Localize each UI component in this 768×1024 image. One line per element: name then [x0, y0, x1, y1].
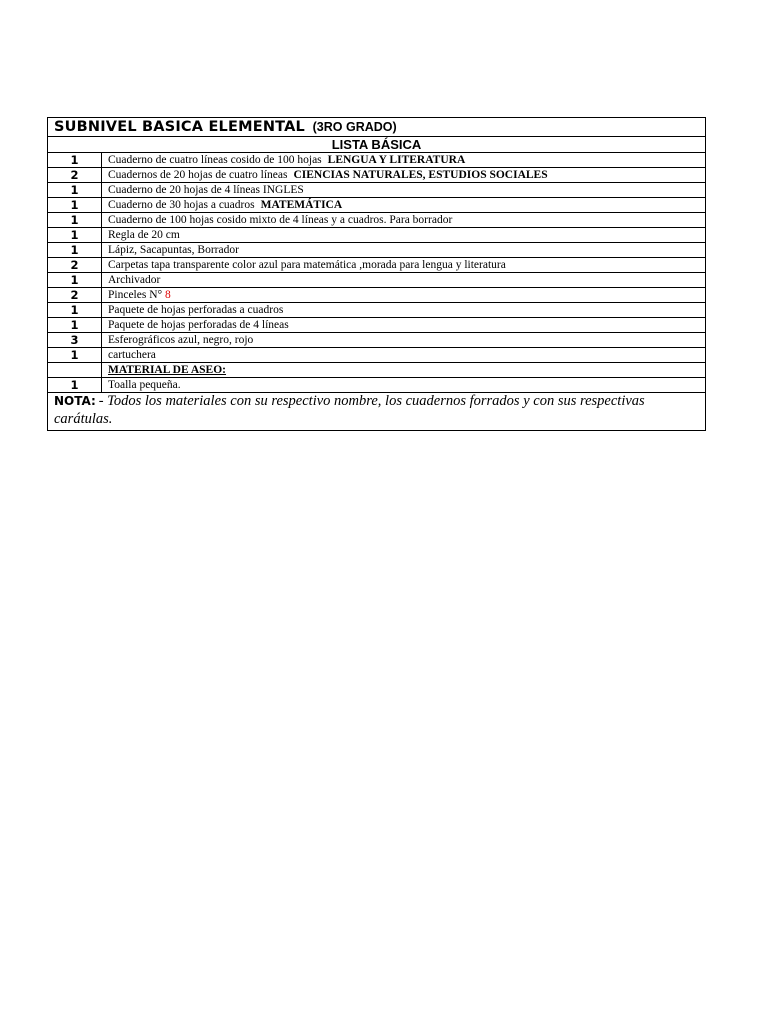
- item-quantity: 1: [48, 228, 102, 243]
- title-row: [48, 118, 706, 137]
- table-row: [48, 303, 706, 318]
- item-description-cell: [102, 198, 706, 213]
- item-quantity: 1: [48, 318, 102, 333]
- item-quantity: 2: [48, 258, 102, 273]
- item-quantity: 1: [48, 183, 102, 198]
- item-description-cell: [102, 183, 706, 198]
- table-row: [48, 213, 706, 228]
- note-row: [48, 393, 706, 431]
- item-quantity: 1: [48, 348, 102, 363]
- item-description-cell: [102, 213, 706, 228]
- item-quantity: 1: [48, 378, 102, 393]
- item-subject: CIENCIAS NATURALES, ESTUDIOS SOCIALES: [293, 168, 548, 181]
- table-row: [48, 333, 706, 348]
- table-row: [48, 243, 706, 258]
- item-description-cell: [102, 258, 706, 273]
- note-text: - Todos los materiales con su respectivo nombre, los cuadernos forrados y con sus respectivas carátulas.: [54, 393, 645, 427]
- subtitle-row: [48, 137, 706, 153]
- item-description-cell: [102, 318, 706, 333]
- item-description-cell: [102, 228, 706, 243]
- item-description: Lápiz, Sacapuntas, Borrador: [108, 243, 239, 256]
- item-quantity: 1: [48, 243, 102, 258]
- item-description: Regla de 20 cm: [108, 228, 180, 241]
- item-description: Cuadernos de 20 hojas de cuatro líneas: [108, 168, 288, 181]
- brush-number: 8: [164, 288, 171, 301]
- item-quantity: 1: [48, 213, 102, 228]
- item-quantity: 3: [48, 333, 102, 348]
- section-heading: MATERIAL DE ASEO:: [108, 363, 227, 376]
- item-description: Toalla pequeña.: [108, 378, 181, 391]
- title-cell: [48, 118, 706, 137]
- item-description-cell: [102, 288, 706, 303]
- item-description: Paquete de hojas perforadas a cuadros: [108, 303, 284, 316]
- table-row: [48, 348, 706, 363]
- item-quantity: 2: [48, 288, 102, 303]
- item-quantity: 1: [48, 303, 102, 318]
- item-quantity: 1: [48, 153, 102, 168]
- item-description: Archivador: [108, 273, 161, 286]
- section-row-hygiene: [48, 363, 706, 378]
- item-quantity: 1: [48, 198, 102, 213]
- table-row: [48, 153, 706, 168]
- item-description: Pinceles N°: [108, 288, 163, 301]
- item-description-cell: [102, 378, 706, 393]
- item-description: Paquete de hojas perforadas de 4 líneas: [108, 318, 289, 331]
- note-label: NOTA:: [54, 394, 96, 408]
- empty-cell: [48, 363, 102, 378]
- item-description-cell: [102, 303, 706, 318]
- item-description-cell: [102, 333, 706, 348]
- item-description-cell: [102, 348, 706, 363]
- grade-label: (3RO GRADO): [312, 119, 397, 134]
- item-description: Cuaderno de 100 hojas cosido mixto de 4 líneas y a cuadros. Para borrador: [108, 213, 453, 226]
- table-row: [48, 228, 706, 243]
- table-row: [48, 198, 706, 213]
- item-description: cartuchera: [108, 348, 156, 361]
- note-cell: [48, 393, 706, 431]
- item-description-cell: [102, 243, 706, 258]
- item-description: Esferográficos azul, negro, rojo: [108, 333, 254, 346]
- item-description-cell: [102, 153, 706, 168]
- item-description-cell: [102, 273, 706, 288]
- list-title: SUBNIVEL BASICA ELEMENTAL: [54, 118, 305, 135]
- item-description: Carpetas tapa transparente color azul para matemática ,morada para lengua y literatura: [108, 258, 506, 271]
- list-subtitle: LISTA BÁSICA: [48, 137, 706, 153]
- table-row: [48, 183, 706, 198]
- item-description: Cuaderno de 30 hojas a cuadros: [108, 198, 255, 211]
- table-row: [48, 318, 706, 333]
- item-subject: LENGUA Y LITERATURA: [327, 153, 466, 166]
- table-row: [48, 168, 706, 183]
- table-row: [48, 273, 706, 288]
- item-description-cell: [102, 168, 706, 183]
- item-quantity: 1: [48, 273, 102, 288]
- table-row: [48, 288, 706, 303]
- table-row: [48, 378, 706, 393]
- item-subject: MATEMÁTICA: [260, 198, 343, 211]
- supply-list-table: [47, 117, 706, 431]
- item-description: Cuaderno de 20 hojas de 4 líneas INGLES: [108, 183, 304, 196]
- item-description: Cuaderno de cuatro líneas cosido de 100 hojas: [108, 153, 322, 166]
- item-quantity: 2: [48, 168, 102, 183]
- table-row: [48, 258, 706, 273]
- section-heading-cell: [102, 363, 706, 378]
